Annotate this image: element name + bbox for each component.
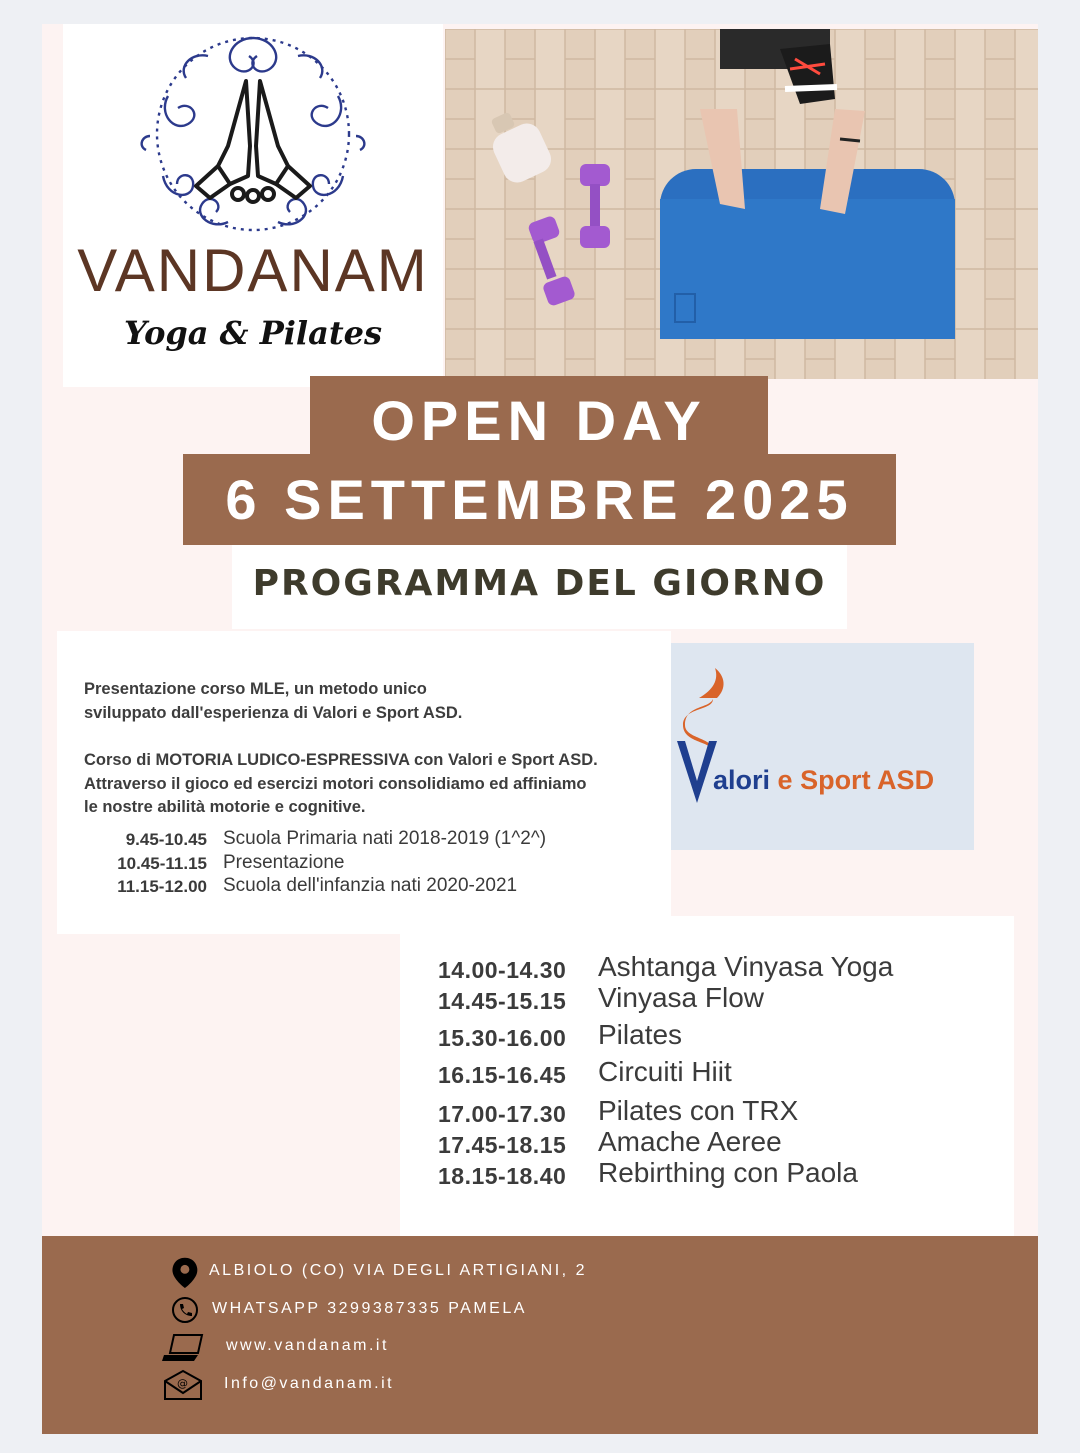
envelope-icon — [162, 1369, 206, 1401]
course-description-line: le nostre abilità motorie e cognitive. — [84, 798, 366, 816]
brand-tagline: Yoga & Pilates — [124, 314, 382, 352]
brand-name: VANDANAM — [77, 237, 429, 304]
schedule-time: 16.15-16.45 — [438, 1062, 567, 1088]
yoga-mat-photo — [445, 29, 1038, 379]
schedule-time: 17.45-18.15 — [438, 1132, 567, 1158]
schedule-activity: Circuiti Hiit — [598, 1056, 732, 1087]
schedule-activity: Pilates con TRX — [598, 1095, 799, 1126]
address-row — [162, 1256, 762, 1288]
schedule-activity: Amache Aeree — [598, 1126, 782, 1157]
schedule-activity: Rebirthing con Paola — [598, 1157, 858, 1188]
phone-icon — [162, 1294, 206, 1326]
schedule-row — [438, 982, 1008, 1014]
praying-hands-mandala-icon — [118, 26, 388, 246]
schedule-time: 10.45-11.15 — [117, 854, 207, 873]
open-day-heading: OPEN DAY — [310, 376, 768, 460]
partner-word-sport: e Sport ASD — [777, 765, 935, 795]
program-title-box — [232, 545, 847, 629]
schedule-row — [77, 828, 657, 852]
course-description-line: Attraverso il gioco ed esercizi motori consolidiamo ed affiniamo — [84, 774, 587, 793]
map-pin-icon — [162, 1256, 206, 1288]
whatsapp-row — [162, 1294, 762, 1326]
website-link[interactable]: www.vandanam.it — [226, 1337, 389, 1354]
schedule-time: 15.30-16.00 — [438, 1025, 567, 1051]
afternoon-program — [400, 916, 1014, 1236]
svg-text:@: @ — [177, 1377, 188, 1390]
email-row — [162, 1369, 762, 1401]
schedule-row — [438, 1126, 1008, 1158]
course-description — [84, 749, 654, 820]
schedule-time: 14.45-15.15 — [438, 988, 567, 1014]
mle-intro — [84, 678, 654, 725]
schedule-time: 11.15-12.00 — [117, 877, 207, 896]
mle-intro-line: sviluppato dall'esperienza di Valori e Sport ASD. — [84, 703, 463, 722]
website-row — [162, 1331, 762, 1363]
schedule-time: 9.45-10.45 — [125, 830, 207, 849]
schedule-row — [438, 1157, 1008, 1189]
mle-intro-line: Presentazione corso MLE, un metodo unico — [84, 680, 427, 698]
schedule-row — [77, 852, 657, 876]
schedule-activity: Presentazione — [223, 852, 345, 873]
schedule-time: 17.00-17.30 — [438, 1101, 567, 1127]
email-link[interactable]: Info@vandanam.it — [224, 1375, 395, 1392]
laptop-icon — [162, 1331, 206, 1363]
whatsapp-text[interactable]: WHATSAPP 3299387335 PAMELA — [212, 1300, 527, 1317]
valori-e-sport-logo — [671, 643, 974, 850]
open-day-poster — [42, 24, 1038, 1434]
yoga-mat-illustration — [445, 29, 1038, 379]
schedule-activity: Pilates — [598, 1019, 683, 1050]
schedule-row — [438, 951, 1008, 983]
schedule-time: 18.15-18.40 — [438, 1163, 567, 1189]
address-text: ALBIOLO (CO) VIA DEGLI ARTIGIANI, 2 — [209, 1262, 587, 1279]
morning-program — [57, 631, 671, 934]
schedule-activity: Ashtanga Vinyasa Yoga — [598, 951, 894, 982]
schedule-activity: Scuola dell'infanzia nati 2020-2021 — [223, 875, 518, 896]
partner-word-valori: alori — [713, 765, 771, 795]
valori-e-sport-emblem-icon — [671, 643, 974, 850]
contact-footer — [42, 1236, 1038, 1434]
schedule-row — [438, 1019, 1008, 1051]
schedule-row — [438, 1056, 1008, 1088]
vandanam-logo — [63, 24, 443, 387]
schedule-row — [77, 875, 657, 899]
course-description-line: Corso di MOTORIA LUDICO-ESPRESSIVA con Valori e Sport ASD. — [84, 751, 598, 769]
schedule-activity: Scuola Primaria nati 2018-2019 (1^2^) — [223, 828, 547, 849]
schedule-activity: Vinyasa Flow — [598, 982, 765, 1013]
program-title: PROGRAMMA DEL GIORNO — [252, 563, 827, 604]
schedule-row — [438, 1095, 1008, 1127]
partner-logo-text — [713, 765, 934, 796]
event-date-heading: 6 SETTEMBRE 2025 — [183, 454, 896, 545]
schedule-time: 14.00-14.30 — [438, 957, 567, 983]
